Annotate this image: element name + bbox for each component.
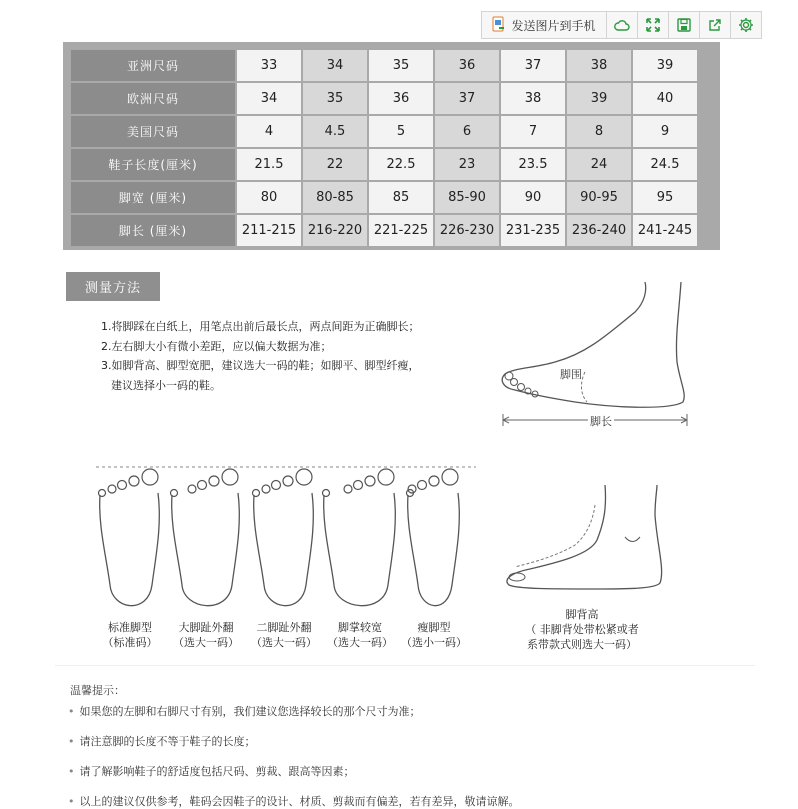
size-cell: 36	[435, 50, 499, 81]
size-cell: 39	[567, 83, 631, 114]
toe-outline	[129, 476, 139, 486]
size-cell: 90-95	[567, 182, 631, 213]
size-cell: 35	[369, 50, 433, 81]
measure-step: 建议选择小一码的鞋。	[111, 378, 221, 392]
toe-outline	[272, 481, 281, 490]
toe-outline	[442, 469, 458, 485]
toe-outline	[262, 485, 270, 493]
image-toolbar	[482, 11, 762, 39]
size-cell: 7	[501, 116, 565, 147]
toe-outline	[344, 485, 352, 493]
bullet-icon: •	[68, 705, 75, 718]
toe-outline	[378, 469, 394, 485]
tip-item	[68, 793, 520, 809]
size-cell: 221-225	[369, 215, 433, 246]
size-cell: 36	[369, 83, 433, 114]
foot-type-caption	[166, 620, 246, 650]
foot-outline	[408, 493, 460, 606]
size-cell: 80	[237, 182, 301, 213]
share-button[interactable]	[699, 11, 731, 39]
foot-type-note: （选大一码）	[327, 636, 393, 649]
toe-outline	[253, 490, 260, 497]
toe-outline	[323, 490, 330, 497]
size-cell: 34	[303, 50, 367, 81]
size-cell: 90	[501, 182, 565, 213]
foot-type-note: （选大一码）	[251, 636, 317, 649]
length-label: 脚长	[590, 415, 612, 428]
foot-type-note: （选小一码）	[401, 636, 467, 649]
size-cell: 80-85	[303, 182, 367, 213]
size-cell: 211-215	[237, 215, 301, 246]
fullscreen-button[interactable]	[637, 11, 669, 39]
size-cell: 216-220	[303, 215, 367, 246]
size-cell: 9	[633, 116, 697, 147]
size-cell: 21.5	[237, 149, 301, 180]
size-row	[71, 116, 697, 147]
divider	[55, 665, 755, 666]
fullscreen-icon	[646, 18, 660, 32]
toe-outline	[171, 490, 178, 497]
cloud-icon	[614, 19, 630, 31]
send-to-phone-label: 发送图片到手机	[511, 18, 596, 33]
foot-type-caption	[90, 620, 170, 650]
foot-type-name: 瘦脚型	[417, 621, 451, 634]
size-cell: 24.5	[633, 149, 697, 180]
foot-type-caption	[394, 620, 474, 650]
size-cell: 34	[237, 83, 301, 114]
toe-outline	[209, 476, 219, 486]
size-row-label: 脚宽 (厘米)	[71, 182, 235, 213]
settings-icon	[738, 17, 754, 33]
save-button[interactable]	[668, 11, 700, 39]
girth-label: 脚围	[560, 368, 582, 381]
toe-outline	[354, 481, 363, 490]
toe-outline	[118, 481, 127, 490]
foot-outline	[324, 493, 396, 606]
save-icon	[677, 18, 691, 32]
cloud-button[interactable]	[606, 11, 638, 39]
size-cell: 236-240	[567, 215, 631, 246]
foot-type-name: 二脚趾外翻	[256, 621, 312, 634]
toe-outline	[142, 469, 158, 485]
size-cell: 22.5	[369, 149, 433, 180]
tip-text: 请注意脚的长度不等于鞋子的长度；	[79, 735, 256, 748]
toe-outline	[418, 481, 427, 490]
size-cell: 85-90	[435, 182, 499, 213]
size-cell: 38	[501, 83, 565, 114]
bullet-icon: •	[68, 735, 75, 748]
arch-caption-title: 脚背高	[565, 608, 599, 621]
toe-outline	[188, 485, 196, 493]
tip-text: 以上的建议仅供参考，鞋码会因鞋子的设计、材质、剪裁而有偏差，若有差异，敬请谅解。	[79, 795, 520, 808]
size-row-label: 欧洲尺码	[71, 83, 235, 114]
toe-outline	[429, 476, 439, 486]
toe-outline	[108, 485, 116, 493]
toe-outline	[99, 490, 106, 497]
foot-type-name: 标准脚型	[108, 621, 152, 634]
arch-foot-illustration	[495, 485, 670, 600]
tip-text: 如果您的左脚和右脚尺寸有别，我们建议您选择较长的那个尺寸为准；	[79, 705, 421, 718]
bullet-icon: •	[68, 765, 75, 778]
side-foot-illustration	[495, 282, 695, 432]
size-row	[71, 149, 697, 180]
settings-button[interactable]	[730, 11, 762, 39]
size-cell: 4.5	[303, 116, 367, 147]
arch-caption-note: （ 非脚背处带松紧或者	[525, 623, 639, 636]
size-cell: 231-235	[501, 215, 565, 246]
size-cell: 22	[303, 149, 367, 180]
tip-item	[68, 703, 421, 719]
toe-outline	[296, 469, 312, 485]
size-cell: 4	[237, 116, 301, 147]
toe-outline	[222, 469, 238, 485]
foot-outline	[254, 493, 314, 606]
size-cell: 39	[633, 50, 697, 81]
tip-text: 请了解影响鞋子的舒适度包括尺码、剪裁、跟高等因素；	[79, 765, 355, 778]
size-cell: 33	[237, 50, 301, 81]
size-cell: 37	[435, 83, 499, 114]
size-row	[71, 182, 697, 213]
size-cell: 226-230	[435, 215, 499, 246]
tips-title: 温馨提示：	[70, 684, 125, 697]
size-cell: 23	[435, 149, 499, 180]
size-table	[69, 48, 699, 248]
phone-send-icon	[492, 16, 506, 35]
size-row-label: 亚洲尺码	[71, 50, 235, 81]
send-to-phone-button[interactable]	[481, 11, 607, 39]
size-cell: 40	[633, 83, 697, 114]
size-cell: 5	[369, 116, 433, 147]
arch-caption	[512, 607, 652, 652]
bullet-icon: •	[68, 795, 75, 808]
size-cell: 23.5	[501, 149, 565, 180]
size-cell: 35	[303, 83, 367, 114]
foot-type-note: （选大一码）	[173, 636, 239, 649]
tip-item	[68, 763, 355, 779]
size-cell: 6	[435, 116, 499, 147]
foot-type-name: 大脚趾外翻	[178, 621, 234, 634]
section-title: 测量方法	[66, 272, 160, 301]
toe-outline	[198, 481, 207, 490]
size-row	[71, 215, 697, 246]
size-row-label: 鞋子长度(厘米)	[71, 149, 235, 180]
foot-types-illustration	[94, 455, 484, 625]
size-cell: 38	[567, 50, 631, 81]
size-cell: 37	[501, 50, 565, 81]
measure-steps	[101, 317, 420, 395]
size-chart	[63, 42, 720, 250]
measure-step: 2.左右脚大小有微小差距，应以偏大数据为准；	[101, 339, 332, 353]
size-cell: 8	[567, 116, 631, 147]
arch-caption-note: 系带款式则选大一码）	[527, 638, 637, 651]
foot-type-note: （标准码）	[102, 636, 158, 649]
size-cell: 24	[567, 149, 631, 180]
measure-step: 1.将脚踩在白纸上，用笔点出前后最长点，两点间距为正确脚长；	[101, 320, 420, 333]
toe-outline	[365, 476, 375, 486]
share-icon	[708, 18, 722, 32]
size-cell: 95	[633, 182, 697, 213]
size-row	[71, 83, 697, 114]
foot-type-caption	[320, 620, 400, 650]
foot-type-name: 脚掌较宽	[338, 621, 382, 634]
toe-outline	[283, 476, 293, 486]
size-row-label: 脚长 (厘米)	[71, 215, 235, 246]
size-row	[71, 50, 697, 81]
size-cell: 241-245	[633, 215, 697, 246]
foot-outline	[172, 493, 240, 606]
size-cell: 85	[369, 182, 433, 213]
measure-step: 3.如脚背高、脚型宽肥，建议选大一码的鞋；如脚平、脚型纤瘦，	[101, 359, 420, 372]
foot-type-caption	[244, 620, 324, 650]
foot-outline	[100, 493, 160, 606]
tip-item	[68, 733, 256, 749]
size-row-label: 美国尺码	[71, 116, 235, 147]
